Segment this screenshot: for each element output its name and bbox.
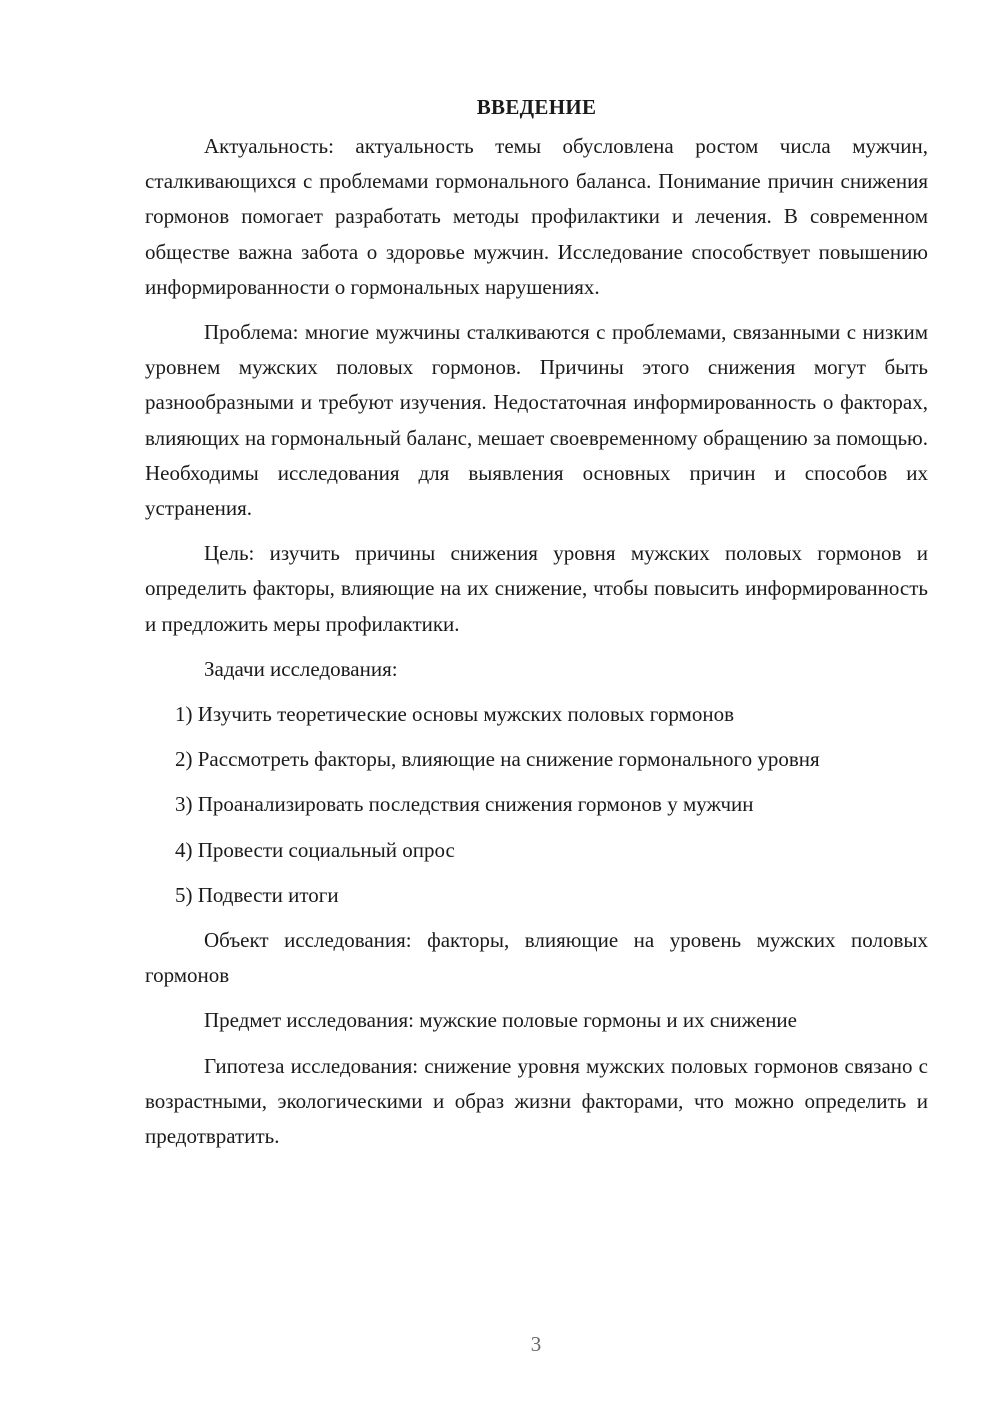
- task-item-2: 2) Рассмотреть факторы, влияющие на снижение гормонального уровня: [175, 747, 820, 772]
- section-title: ВВЕДЕНИЕ: [476, 95, 597, 119]
- paragraph-hypothesis: Гипотеза исследования: снижение уровня мужских половых гормонов связано с возрастными, экологическими и образ жизни факторами, что можно определить и предотвратить.: [145, 1053, 928, 1149]
- page-number: 3: [530, 1332, 542, 1356]
- tasks-heading: Задачи исследования:: [204, 656, 398, 681]
- document-page: [145, 90, 928, 1154]
- task-item-3: 3) Проанализировать последствия снижения гормонов у мужчин: [175, 792, 754, 817]
- task-item-5: 5) Подвести итоги: [175, 882, 339, 907]
- paragraph-problem: Проблема: многие мужчины сталкиваются с проблемами, связанными с низким уровнем мужских половых гормонов. Причины этого снижения могут быть разнообразными и требуют изучения. Недостаточная информированность о факторах, влияющих на гормональный баланс, мешает своевременному обращению за помощью. Необходимы исследования для выявления основных причин и способов их устранения.: [145, 320, 928, 521]
- task-item-1: 1) Изучить теоретические основы мужских половых гормонов: [175, 702, 734, 727]
- paragraph-subject: Предмет исследования: мужские половые гормоны и их снижение: [204, 1008, 797, 1033]
- paragraph-relevance: Актуальность: актуальность темы обусловлена ростом числа мужчин, сталкивающихся с проблемами гормонального баланса. Понимание причин снижения гормонов помогает разработать методы профилактики и лечения. В современном обществе важна забота о здоровье мужчин. Исследование способствует повышению информированности о гормональных нарушениях.: [145, 134, 928, 299]
- paragraph-object: Объект исследования: факторы, влияющие на уровень мужских половых гормонов: [145, 928, 928, 988]
- paragraph-goal: Цель: изучить причины снижения уровня мужских половых гормонов и определить факторы, влияющие на их снижение, чтобы повысить информированность и предложить меры профилактики.: [145, 541, 928, 636]
- task-item-4: 4) Провести социальный опрос: [175, 837, 455, 862]
